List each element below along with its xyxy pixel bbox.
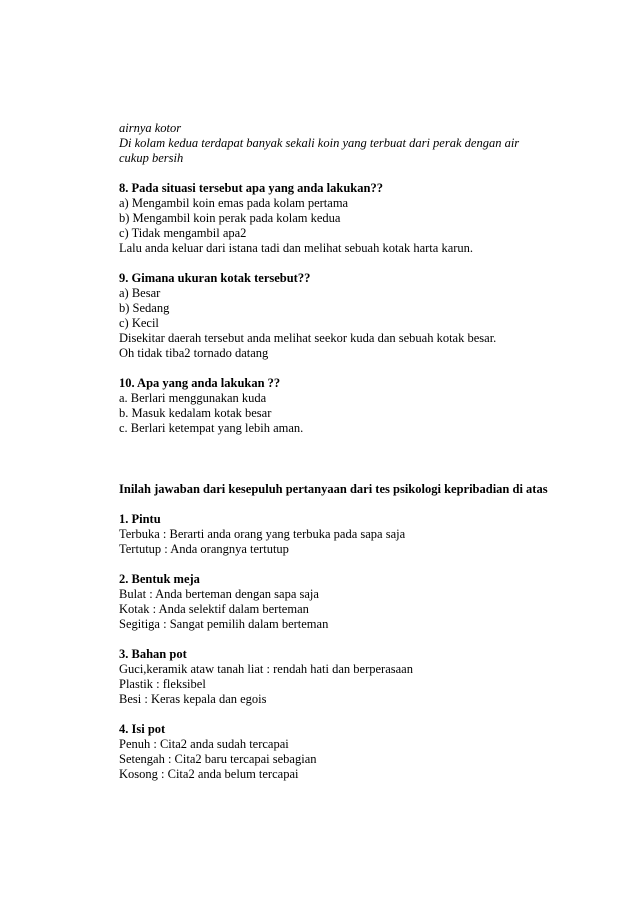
answers-heading: Inilah jawaban dari kesepuluh pertanyaan dari tes psikologi kepribadian di atas: [119, 482, 548, 496]
answer-line: Kosong : Cita2 anda belum tercapai: [119, 767, 299, 781]
q10-option-c: c. Berlari ketempat yang lebih aman.: [119, 421, 304, 435]
answer-line: Besi : Keras kepala dan egois: [119, 692, 267, 706]
q10-option-a: a. Berlari menggunakan kuda: [119, 391, 267, 405]
q8-option-b: b) Mengambil koin perak pada kolam kedua: [119, 211, 341, 225]
q9-option-a: a) Besar: [119, 286, 161, 300]
answer-line: Bulat : Anda berteman dengan sapa saja: [119, 587, 319, 601]
answer-line: Kotak : Anda selektif dalam berteman: [119, 602, 309, 616]
q8-option-c: c) Tidak mengambil apa2: [119, 226, 247, 240]
q8-narration: Lalu anda keluar dari istana tadi dan melihat sebuah kotak harta karun.: [119, 241, 474, 255]
q10-option-b: b. Masuk kedalam kotak besar: [119, 406, 272, 420]
question-10: 10. Apa yang anda lakukan ??: [119, 376, 281, 390]
q9-narration: Oh tidak tiba2 tornado datang: [119, 346, 269, 360]
answer-line: Segitiga : Sangat pemilih dalam berteman: [119, 617, 329, 631]
intro-line: airnya kotor: [119, 121, 182, 135]
answer-line: Terbuka : Berarti anda orang yang terbuka pada sapa saja: [119, 527, 406, 541]
answer-line: Setengah : Cita2 baru tercapai sebagian: [119, 752, 317, 766]
q9-narration: Disekitar daerah tersebut anda melihat seekor kuda dan sebuah kotak besar.: [119, 331, 497, 345]
answer-section-title: 1. Pintu: [119, 512, 161, 526]
document-page: [119, 121, 549, 782]
answer-line: Penuh : Cita2 anda sudah tercapai: [119, 737, 289, 751]
question-8: 8. Pada situasi tersebut apa yang anda lakukan??: [119, 181, 383, 195]
intro-line: Di kolam kedua terdapat banyak sekali koin yang terbuat dari perak dengan air: [119, 136, 520, 150]
q9-option-b: b) Sedang: [119, 301, 170, 315]
answer-section-title: 4. Isi pot: [119, 722, 166, 736]
intro-line: cukup bersih: [119, 151, 184, 165]
answer-section-title: 2. Bentuk meja: [119, 572, 200, 586]
answer-line: Plastik : fleksibel: [119, 677, 206, 691]
answer-line: Tertutup : Anda orangnya tertutup: [119, 542, 289, 556]
answer-section-title: 3. Bahan pot: [119, 647, 187, 661]
question-9: 9. Gimana ukuran kotak tersebut??: [119, 271, 311, 285]
q9-option-c: c) Kecil: [119, 316, 159, 330]
answer-line: Guci,keramik ataw tanah liat : rendah hati dan berperasaan: [119, 662, 413, 676]
q8-option-a: a) Mengambil koin emas pada kolam pertama: [119, 196, 349, 210]
